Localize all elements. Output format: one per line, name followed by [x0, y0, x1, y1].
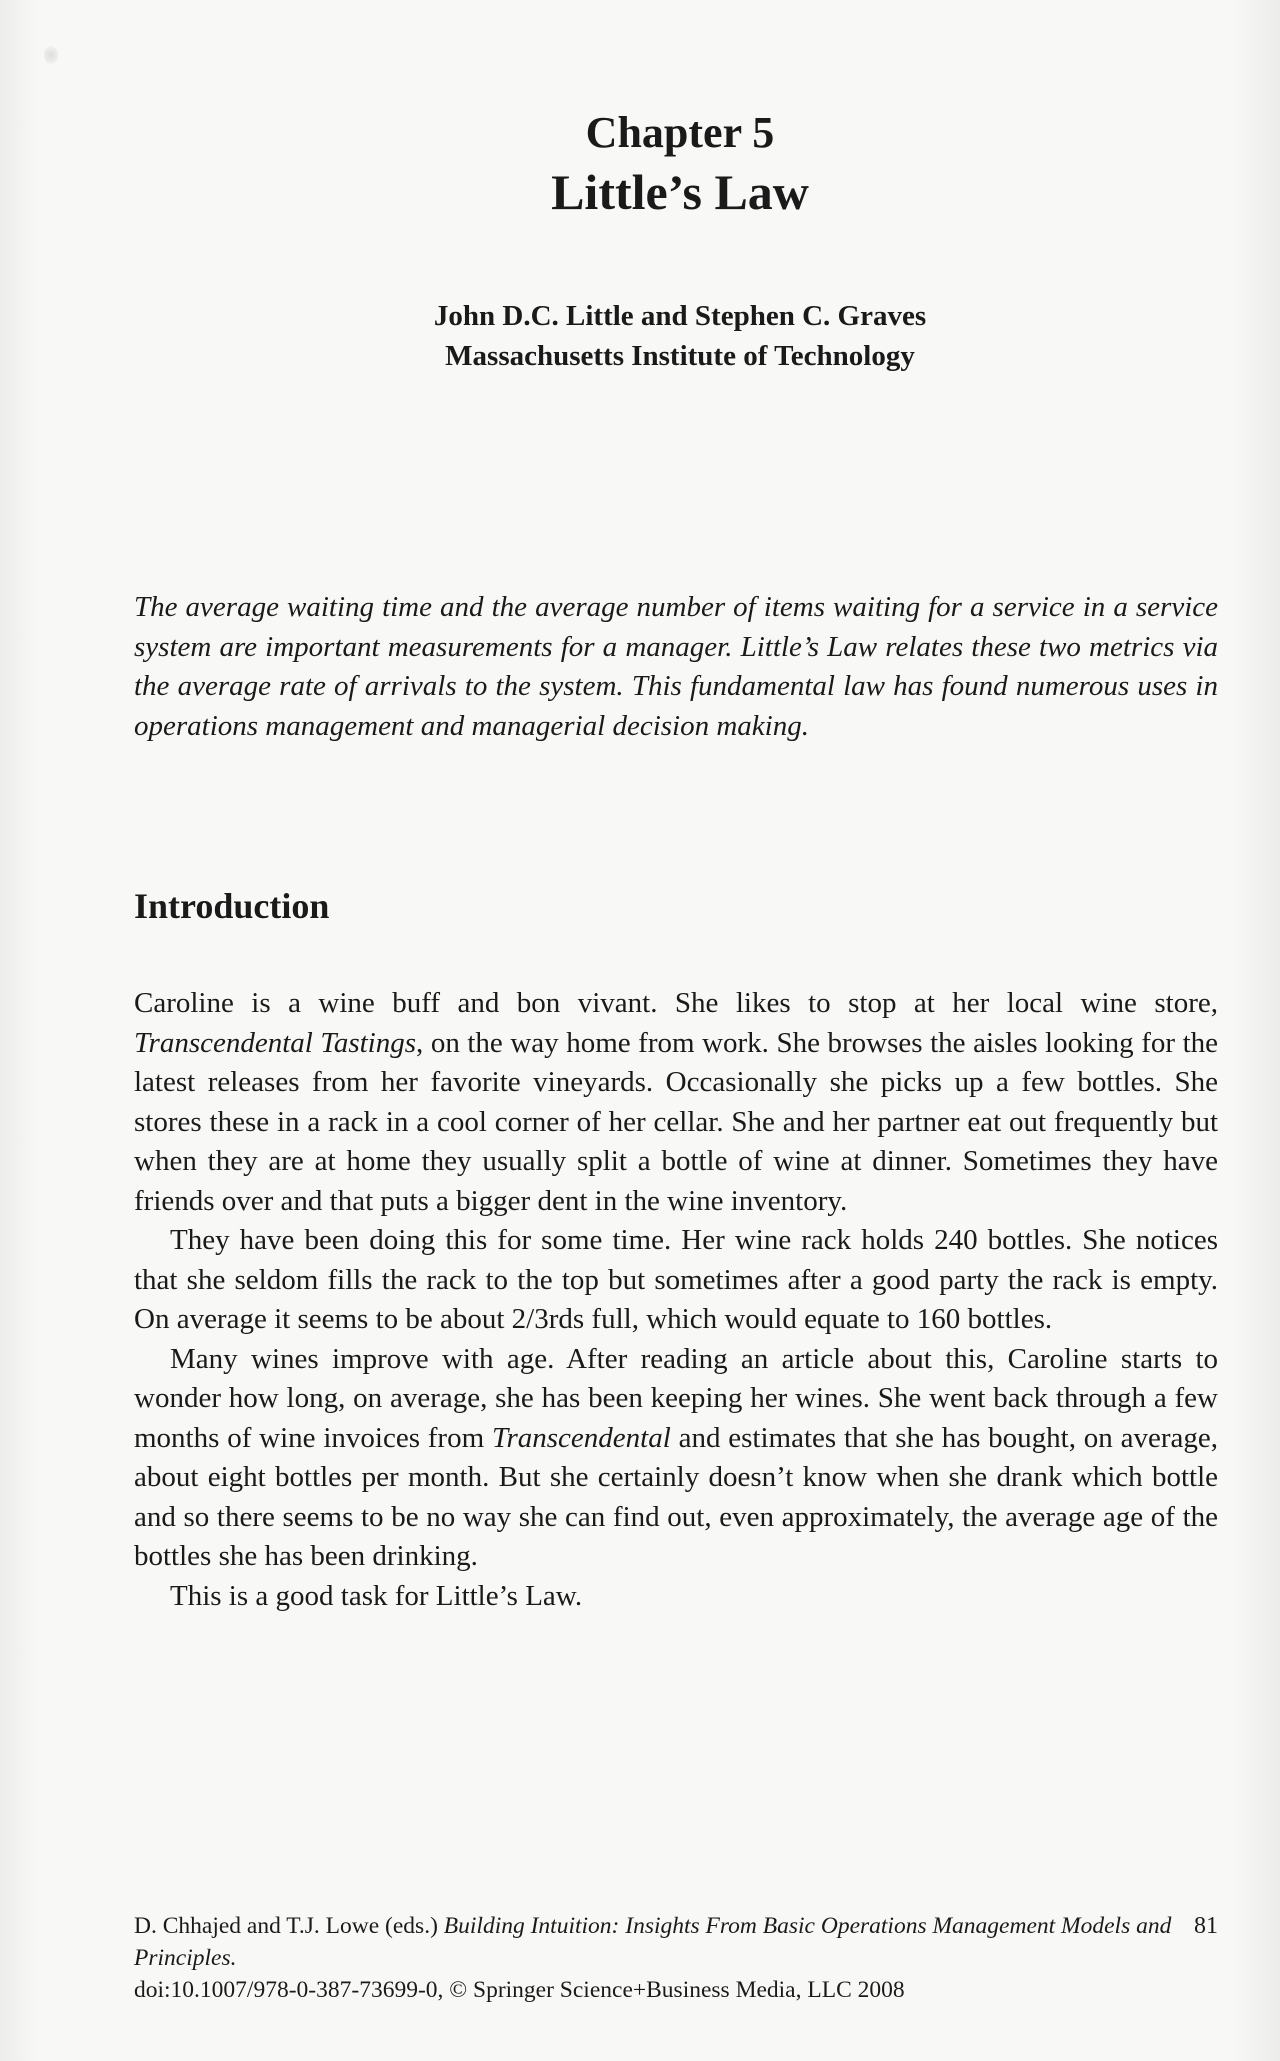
chapter-label: Chapter 5 — [585, 108, 775, 157]
citation-line — [134, 1910, 1218, 1974]
chapter-header — [0, 105, 1280, 223]
store-name: Transcendental Tastings — [134, 1026, 417, 1059]
section-heading-introduction: Introduction — [134, 886, 330, 926]
paragraph-4: This is a good task for Little’s Law. — [170, 1579, 583, 1612]
citation-doi: doi:10.1007/978-0-387-73699-0, © Springer Science+Business Media, LLC 2008 — [134, 1977, 905, 2003]
introduction-body — [134, 984, 1218, 1616]
citation-editors: D. Chhajed and T.J. Lowe (eds.) — [134, 1913, 444, 1939]
citation-footer — [134, 1910, 1218, 2006]
paragraph-3-text-b: and estimates that she has bought, on average, about eight bottles per month. But she certainly doesn’t know when she drank which bottle and so there seems to be no way she can find out, even approximately, the average age of the bottles she has been drinking. — [134, 1421, 1218, 1572]
citation-book-title: Building Intuition: Insights From Basic Operations Management Models and Principles. — [134, 1913, 1172, 1971]
abstract: The average waiting time and the average number of items waiting for a service in a service system are important measurements for a manager. Little’s Law relates these two metrics via the average rate of arrivals to the system. This fundamental law has found numerous uses in operations management and managerial decision making. — [134, 591, 1218, 742]
paragraph-1 — [134, 984, 1218, 1221]
paragraph-1-text-b: , on the way home from work. She browses the aisles looking for the latest releases from her favorite vineyards. Occasionally she picks up a few bottles. She stores these in a rack in a cool corner of her cellar. She and her partner eat out frequently but when they are at home they usually split a bottle of wine at dinner. Sometimes they have friends over and that puts a bigger dent in the wine inventory. — [134, 1026, 1218, 1217]
paragraph-2: They have been doing this for some time. Her wine rack holds 240 bottles. She notices that she seldom fills the rack to the top but sometimes after a good party the rack is empty. On average it seems to be about 2/3rds full, which would equate to 160 bottles. — [134, 1224, 1218, 1335]
store-name-short: Transcendental — [491, 1421, 671, 1454]
paragraph-1-text-a: Caroline is a wine buff and bon vivant. She likes to stop at her local wine store, — [134, 987, 1218, 1019]
paragraph-3-text-a: Many wines improve with age. After reading an article about this, Caroline starts to wonder how long, on average, she has been keeping her wines. She went back through a few months of wine invoices from — [134, 1342, 1218, 1454]
paragraph-3 — [134, 1340, 1218, 1577]
chapter-title: Little’s Law — [551, 164, 809, 220]
page-number: 81 — [1194, 1913, 1218, 1939]
author-names: John D.C. Little and Stephen C. Graves — [433, 300, 927, 332]
author-block — [0, 296, 1280, 376]
scan-smudge — [44, 46, 58, 64]
author-affiliation: Massachusetts Institute of Technology — [445, 340, 915, 372]
